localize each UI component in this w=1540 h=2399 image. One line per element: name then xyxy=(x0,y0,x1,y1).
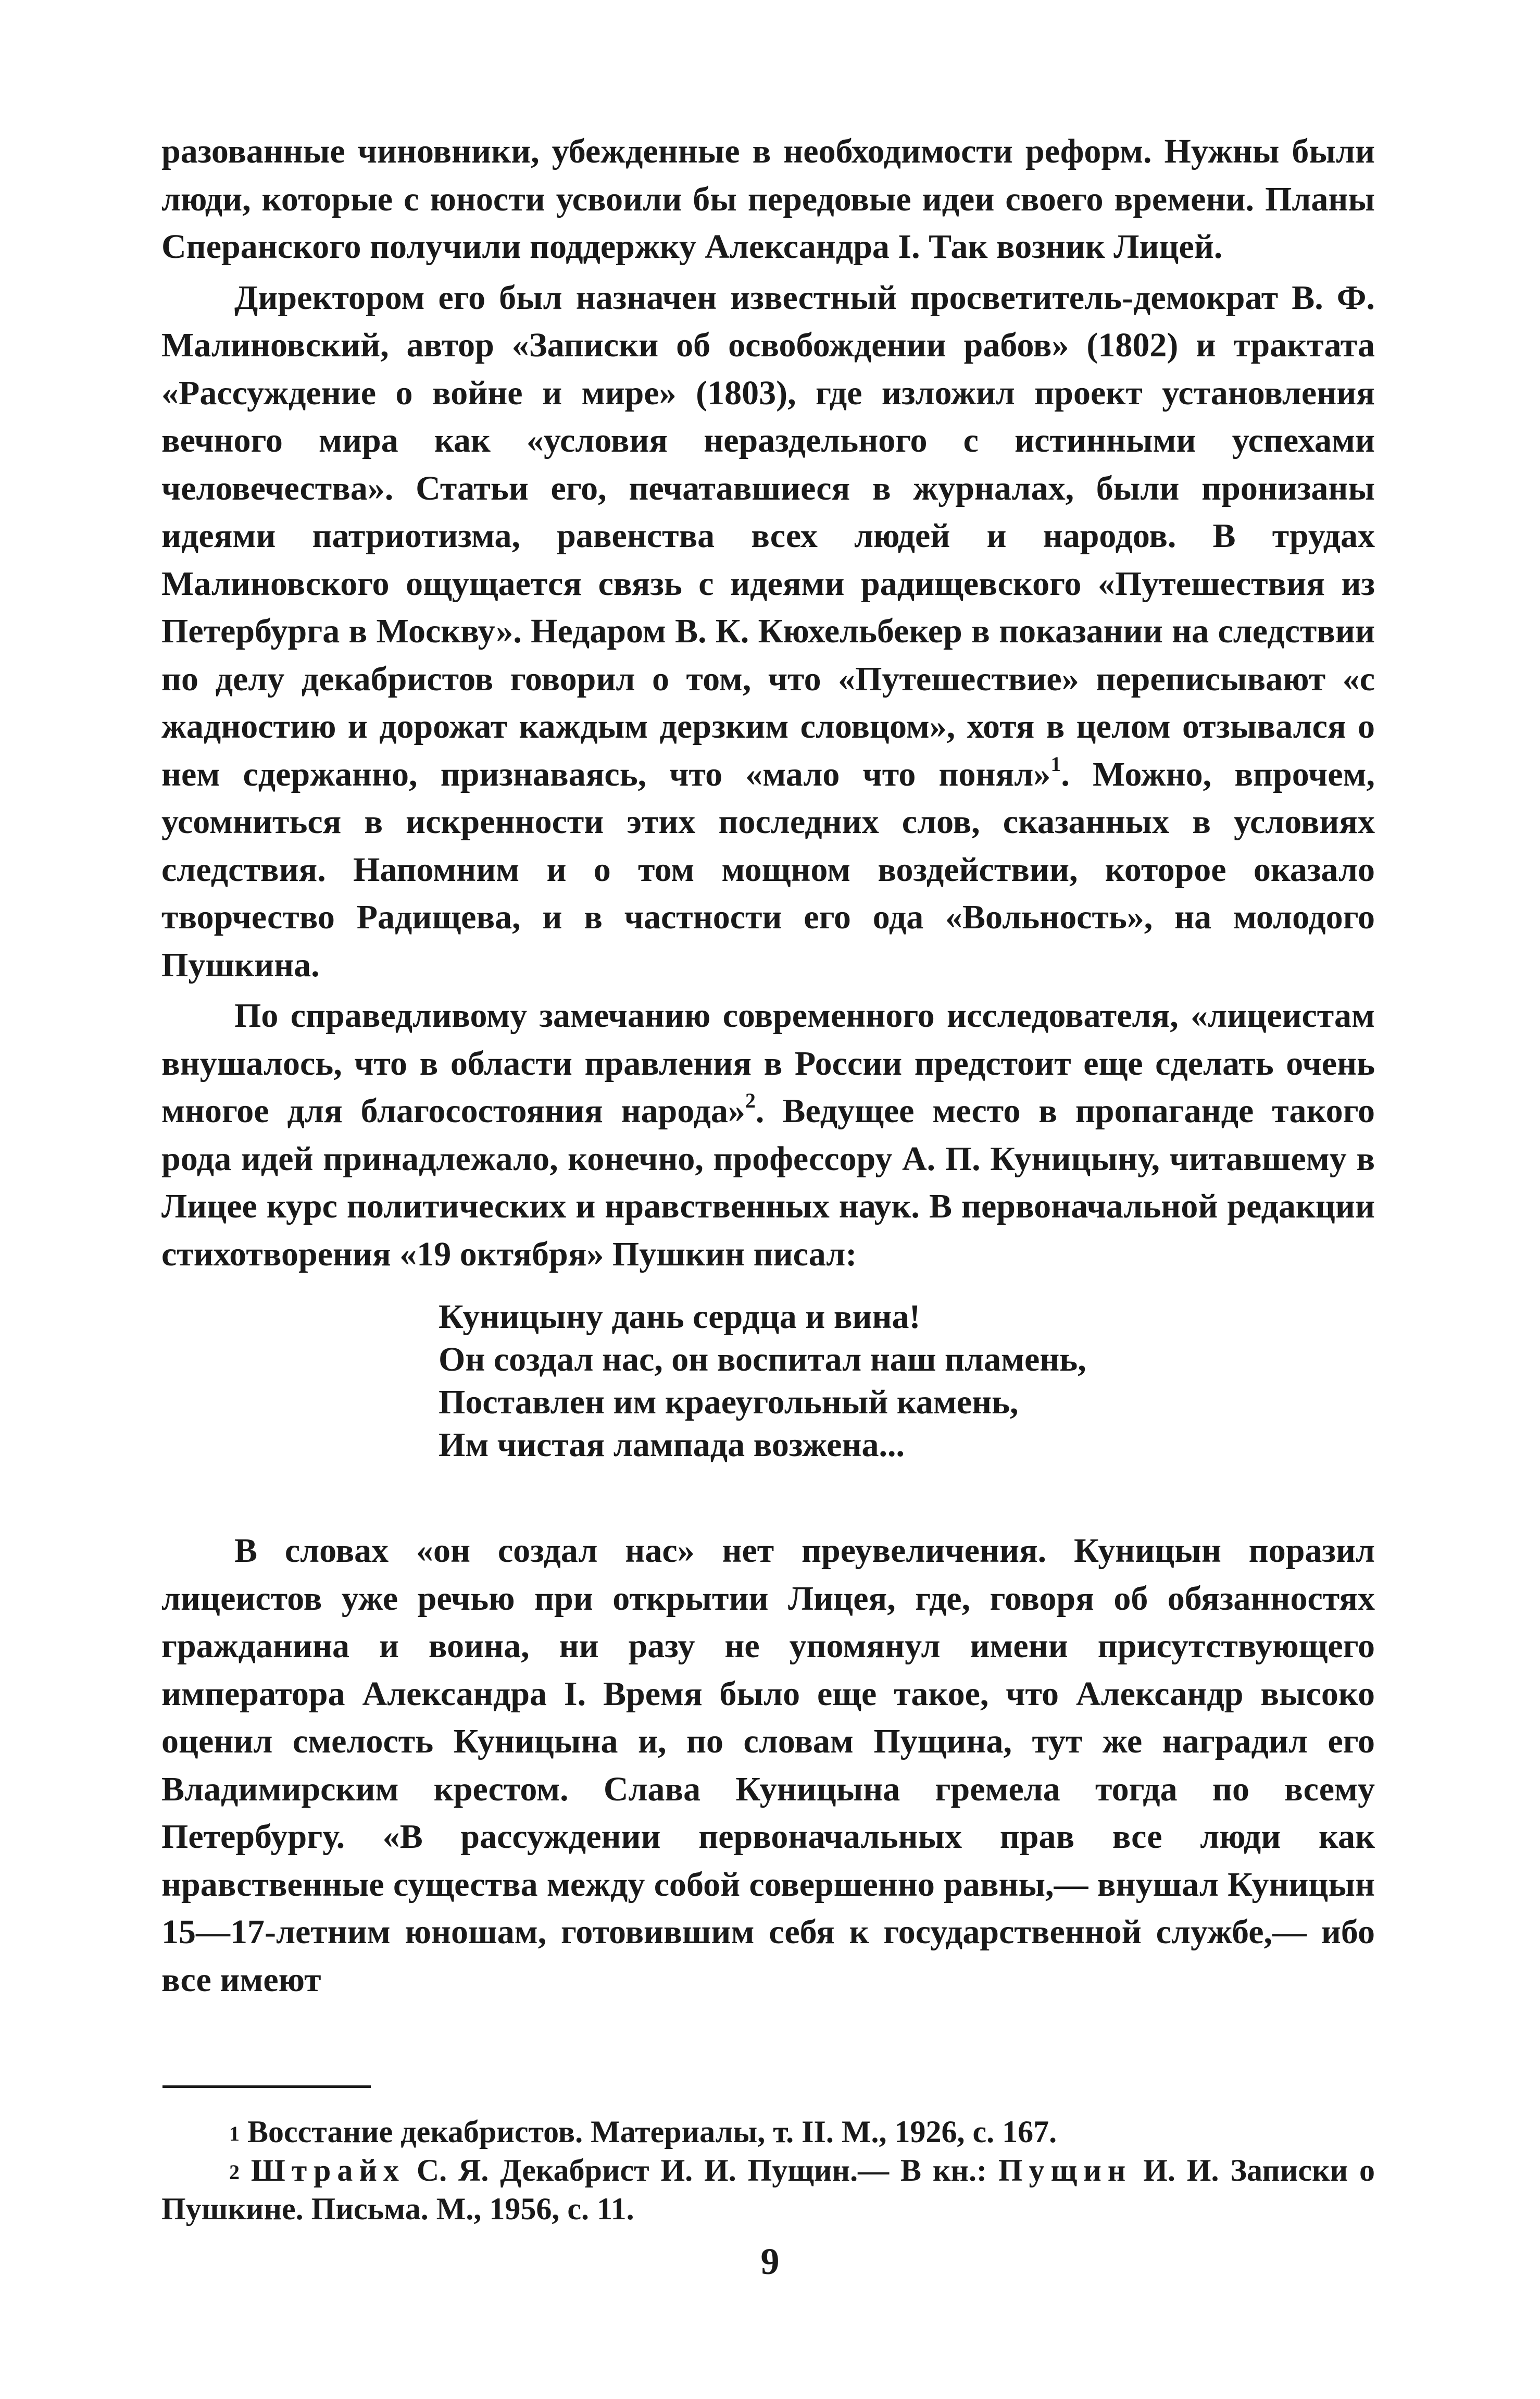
footnote-2-author: Штрайх xyxy=(251,2153,405,2187)
footnote-2-text2: И. И. Записки о Пушкине. Письма. М., 1956, с. 11. xyxy=(161,2153,1375,2226)
footnote-number: 2 xyxy=(229,2160,240,2184)
paragraph-2 xyxy=(161,274,1375,989)
poem-quote xyxy=(439,1296,1375,1466)
paragraph-1-text: разованные чиновники, убежденные в необходимости реформ. Нужны были люди, которые с юности усвоили бы передовые идеи своего времени. Планы Сперанского получили поддержку Александра I. Так возник Лицей. xyxy=(161,132,1375,266)
footnote-divider xyxy=(162,2085,371,2088)
footnotes xyxy=(161,2112,1375,2228)
footnote-ref-1[interactable]: 1 xyxy=(1050,752,1061,776)
poem-line: Он создал нас, он воспитал наш пламень, xyxy=(439,1340,1086,1378)
paragraph-3-text: По справедливому замечанию современного исследователя, «лицеистам внушалось, что в области правления в России предстоит еще сделать очень многое для благосостояния народа» xyxy=(161,997,1375,1130)
paragraph-3 xyxy=(161,992,1375,1278)
footnote-2-text: С. Я. Декабрист И. И. Пущин.— В кн.: xyxy=(416,2153,998,2187)
paragraph-4-text: В словах «он создал нас» нет преувеличения. Куницын поразил лицеистов уже речью при открытии Лицея, где, говоря об обязанностях гражданина и воина, ни разу не упомянул имени присутствующего императора Александра I. Время было еще такое, что Александр высоко оценил смелость Куницына и, по словам Пущина, тут же наградил его Владимирским крестом. Слава Куницына гремела тогда по всему Петербургу. «В рассуждении первоначальных прав все люди как нравственные существа между собой совершенно равны,— внушал Куницын 15—17-летним юношам, готовившим себя к государственной службе,— ибо все имеют xyxy=(161,1532,1375,1999)
footnote-2-author2: Пущин xyxy=(998,2153,1132,2187)
paragraph-2-text-after: . Можно, впрочем, усомниться в искренности этих последних слов, сказанных в условиях следствия. Напомним и о том мощном воздействии, которое оказало творчество Радищева, и в частности его ода «Вольность», на молодого Пушкина. xyxy=(161,755,1375,984)
poem-line: Поставлен им краеугольный камень, xyxy=(439,1383,1019,1421)
poem-line: Куницыну дань сердца и вина! xyxy=(439,1298,921,1336)
paragraph-4 xyxy=(161,1527,1375,2004)
footnote-1 xyxy=(161,2112,1375,2151)
main-text xyxy=(161,128,1375,2004)
footnote-ref-2[interactable]: 2 xyxy=(745,1089,756,1112)
paragraph-2-text: Директором его был назначен известный просветитель-демократ В. Ф. Малиновский, автор «Записки об освобождении рабов» (1802) и трактата «Рассуждение о войне и мире» (1803), где изложил проект установления вечного мира как «условия нераздельного с истинными успехами человечества». Статьи его, печатавшиеся в журналах, были пронизаны идеями патриотизма, равенства всех людей и народов. В трудах Малиновского ощущается связь с идеями радищевского «Путешествия из Петербурга в Москву». Недаром В. К. Кюхельбекер в показании на следствии по делу декабристов говорил о том, что «Путешествие» переписывают «с жадностию и дорожат каждым дерзким словцом», хотя в целом отзывался о нем сдержанно, признаваясь, что «мало что понял» xyxy=(161,278,1375,793)
footnote-2 xyxy=(161,2151,1375,2228)
paragraph-1 xyxy=(161,128,1375,271)
footnote-number: 1 xyxy=(229,2122,240,2145)
paragraph-3-text-after: . Ведущее место в пропаганде такого рода идей принадлежало, конечно, профессору А. П. Куницыну, читавшему в Лицее курс политических и нравственных наук. В первоначальной редакции стихотворения «19 октября» Пушкин писал: xyxy=(161,1092,1375,1273)
page-number: 9 xyxy=(760,2241,780,2282)
poem-line: Им чистая лампада возжена... xyxy=(439,1426,905,1464)
footnote-1-text: Восстание декабристов. Материалы, т. II. М., 1926, с. 167. xyxy=(247,2115,1057,2149)
